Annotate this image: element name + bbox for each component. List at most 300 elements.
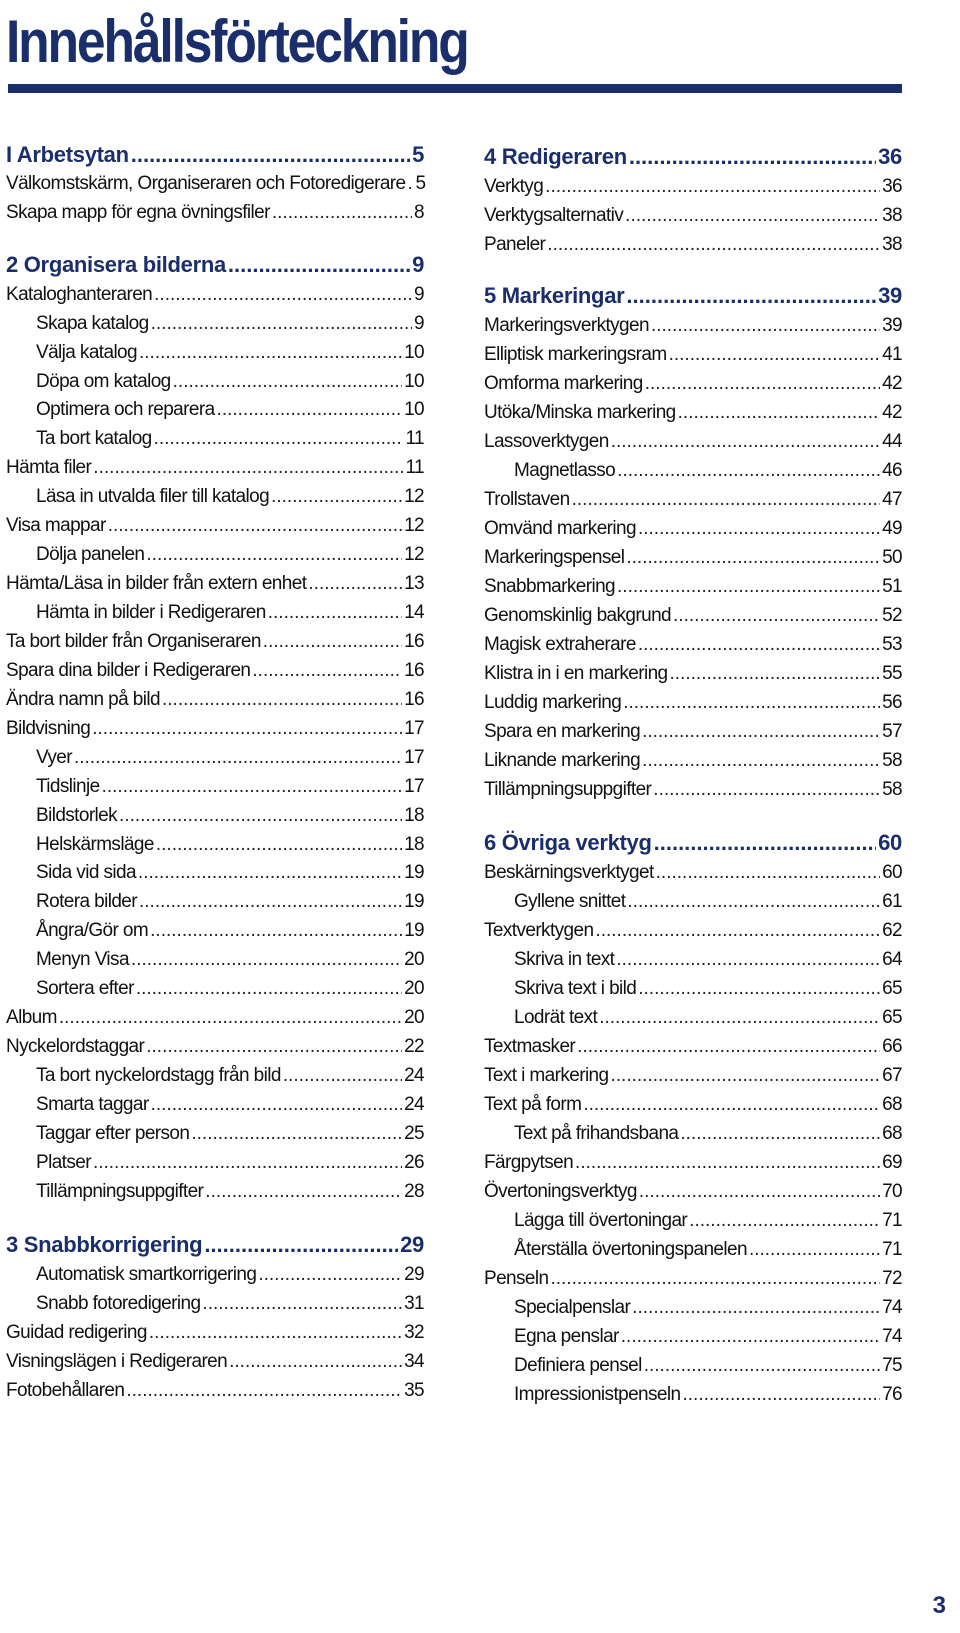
toc-entry-tidslinje [6,775,424,799]
toc-entry-label: Markeringspensel [484,547,625,568]
toc-entry-skapa-katalog [6,312,424,336]
toc-entry-label: Hämta in bilder i Redigeraren [36,602,266,623]
toc-page-number: 16 [404,660,424,681]
dot-leader [632,1296,880,1320]
toc-entry-ta-bort-katalog [6,427,424,451]
toc-entry-label: Ta bort bilder från Organiseraren [6,631,261,652]
toc-entry-gyllene-snittet [484,890,902,914]
toc-page-number: 29 [400,1232,424,1257]
dot-leader [749,1238,880,1262]
toc-page-number: 39 [882,315,902,336]
dot-leader [689,1209,880,1233]
toc-entry-bildvisning [6,717,424,741]
toc-page-number: 68 [882,1094,902,1115]
toc-entry-textmasker [484,1035,902,1059]
toc-entry-label: Ta bort katalog [36,428,152,449]
toc-entry-album [6,1006,424,1030]
toc-entry-lodrat-text [484,1006,902,1030]
toc-page-number: 64 [882,949,902,970]
toc-entry-beskarningsverktyget [484,861,902,885]
toc-page-number: 11 [405,428,424,449]
toc-entry-label: Övertoningsverktyg [484,1181,637,1202]
toc-entry-menyn-visa [6,948,424,972]
page-title: Innehållsförteckning [6,8,468,75]
toc-page-number: 28 [404,1181,424,1202]
toc-entry-label: 6 Övriga verktyg [484,830,652,855]
toc-page-number: 75 [882,1355,902,1376]
toc-entry-markeringspensel [484,546,902,570]
toc-page-number: 16 [404,689,424,710]
dot-leader [308,572,402,596]
dot-leader [131,948,402,972]
toc-entry-label: Skapa mapp för egna övningsfiler [6,202,270,223]
toc-entry-label: 2 Organisera bilderna [6,252,226,277]
toc-entry-visa-mappar [6,514,424,538]
toc-entry-snabbmarkering [484,575,902,599]
dot-leader [627,890,880,914]
toc-page-number: 36 [878,144,902,169]
toc-page-number: 19 [404,920,424,941]
dot-leader [59,1006,402,1030]
toc-entry-label: Ändra namn på bild [6,689,160,710]
toc-entry-label: Återställa övertoningspanelen [514,1239,747,1260]
toc-page-number: 8 [414,202,424,223]
toc-entry-label: Guidad redigering [6,1322,147,1343]
toc-entry-label: Utöka/Minska markering [484,402,676,423]
toc-entry-definiera-pensel [484,1354,902,1378]
toc-page-number: 25 [404,1123,424,1144]
dot-leader [670,662,881,686]
toc-entry-label: Magnetlasso [514,460,616,481]
toc-entry-omforma-markering [484,372,902,396]
toc-page-number: 5 [412,142,424,167]
toc-page-number: 47 [882,489,902,510]
dot-leader [139,890,402,914]
toc-page-number: 71 [882,1210,902,1231]
dot-leader [669,343,880,367]
dot-leader [268,601,402,625]
dot-leader [151,312,412,336]
toc-page-number: 55 [882,663,902,684]
toc-entry-label: Trollstaven [484,489,570,510]
toc-entry-overtoningsverktyg [484,1180,902,1204]
toc-entry-spara-dina-bilder-i-redigeraren [6,659,424,683]
toc-entry-ta-bort-nyckelordstagg-fran-bild [6,1064,424,1088]
dot-leader [258,1263,402,1287]
toc-entry-label: Skriva in text [514,949,615,970]
toc-entry-label: Skapa katalog [36,313,149,334]
toc-entry-sida-vid-sida [6,861,424,885]
dot-leader [611,1064,881,1088]
toc-page-number: 35 [404,1380,424,1401]
toc-entry-label: Album [6,1007,57,1028]
dot-leader [623,691,880,715]
toc-page-number: 9 [414,284,424,305]
dot-leader [407,172,413,196]
dot-leader [621,1325,880,1349]
toc-entry-valkomstskarm-organiseraren-och-fotoredigerare [6,172,424,196]
toc-entry-label: Tillämpningsuppgifter [36,1181,204,1202]
toc-entry-sortera-efter [6,977,424,1001]
toc-page-number: 20 [404,949,424,970]
toc-entry-label: Helskärmsläge [36,834,154,855]
toc-page-number: 68 [882,1123,902,1144]
toc-page-number: 9 [414,313,424,334]
toc-entry-liknande-markering [484,749,902,773]
toc-page-number: 20 [404,978,424,999]
toc-page-number: 36 [882,176,902,197]
toc-entry-penseln [484,1267,902,1291]
toc-entry-label: Dölja panelen [36,544,145,565]
toc-page-number: 61 [882,891,902,912]
toc-entry-label: Paneler [484,234,546,255]
toc-entry-label: Automatisk smartkorrigering [36,1264,257,1285]
toc-entry-label: Välja katalog [36,342,137,363]
toc-entry-aterstalla-overtoningspanelen [484,1238,902,1262]
toc-entry-platser [6,1151,424,1175]
toc-entry-label: 5 Markeringar [484,283,625,308]
dot-leader [617,575,880,599]
toc-entry-specialpenslar [484,1296,902,1320]
dot-leader [271,485,402,509]
toc-entry-lasa-in-utvalda-filer-till-katalog [6,485,424,509]
toc-page-number: 76 [882,1384,902,1405]
toc-entry-verktygsalternativ [484,204,902,228]
toc-entry-text-pa-form [484,1093,902,1117]
dot-leader [547,233,880,257]
toc-entry-nyckelordstaggar [6,1035,424,1059]
toc-page-number: 72 [882,1268,902,1289]
toc-chapter-4-redigeraren [484,143,902,171]
toc-entry-paneler [484,233,902,257]
toc-entry-automatisk-smartkorrigering [6,1263,424,1287]
toc-entry-label: Luddig markering [484,692,622,713]
toc-page-number: 65 [882,978,902,999]
dot-leader [146,1035,402,1059]
toc-entry-guidad-redigering [6,1321,424,1345]
toc-entry-ta-bort-bilder-fran-organiseraren [6,630,424,654]
toc-entry-label: Textmasker [484,1036,576,1057]
dot-leader [638,517,880,541]
dot-leader [252,659,402,683]
dot-leader [656,861,880,885]
title-rule [8,84,902,93]
toc-page-number: 17 [404,718,424,739]
toc-entry-label: Ta bort nyckelordstagg från bild [36,1065,281,1086]
toc-page-number: 31 [404,1293,424,1314]
toc-page-number: 58 [882,750,902,771]
toc-page-number: 56 [882,692,902,713]
toc-entry-label: Vyer [36,747,72,768]
dot-leader [545,175,880,199]
toc-entry-label: Specialpenslar [514,1297,631,1318]
toc-entry-label: Kataloghanteraren [6,284,153,305]
toc-entry-label: Optimera och reparera [36,399,215,420]
toc-page-number: 12 [404,544,424,565]
toc-entry-label: Impressionistpenseln [514,1384,681,1405]
dot-leader [638,633,880,657]
toc-entry-skapa-mapp-for-egna-ovningsfiler [6,201,424,225]
toc-entry-verktyg [484,175,902,199]
toc-entry-label: Sortera efter [36,978,134,999]
toc-page-number: 9 [412,252,424,277]
dot-leader [651,314,880,338]
toc-entry-andra-namn-pa-bild [6,688,424,712]
toc-entry-rotera-bilder [6,890,424,914]
toc-entry-lagga-till-overtoningar [484,1209,902,1233]
toc-entry-label: Omvänd markering [484,518,636,539]
toc-page-number: 38 [882,205,902,226]
dot-leader [151,1093,402,1117]
toc-entry-label: 3 Snabbkorrigering [6,1232,203,1257]
toc-entry-label: Beskärningsverktyget [484,862,654,883]
dot-leader [678,401,880,425]
toc-entry-label: Platser [36,1152,91,1173]
toc-entry-hamta-lasa-in-bilder-fran-extern-enhet [6,572,424,596]
toc-entry-label: Sida vid sida [36,862,136,883]
toc-page-number: 58 [882,779,902,800]
toc-entry-label: Elliptisk markeringsram [484,344,667,365]
dot-leader [229,1350,402,1374]
dot-leader [680,1122,880,1146]
toc-entry-label: Visa mappar [6,515,106,536]
toc-page-number: 18 [404,834,424,855]
toc-page-number: 74 [882,1297,902,1318]
toc-entry-label: Snabb fotoredigering [36,1293,201,1314]
toc-entry-label: Text på frihandsbana [514,1123,679,1144]
toc-entry-label: Nyckelordstaggar [6,1036,145,1057]
toc-page-number: 12 [404,515,424,536]
toc-entry-snabb-fotoredigering [6,1292,424,1316]
dot-leader [150,919,402,943]
dot-leader [642,720,880,744]
dot-leader [575,1151,880,1175]
toc-entry-skriva-in-text [484,948,902,972]
dot-leader [599,1006,880,1030]
toc-page-number: 67 [882,1065,902,1086]
toc-page-number: 10 [404,399,424,420]
toc-page-number: 34 [404,1351,424,1372]
dot-leader [653,778,880,802]
toc-page-number: 44 [882,431,902,452]
dot-leader [577,1035,880,1059]
dot-leader [626,282,876,310]
dot-leader [204,1231,398,1259]
toc-entry-luddig-markering [484,691,902,715]
dot-leader [272,201,412,225]
dot-leader [645,372,880,396]
toc-entry-label: Magisk extraherare [484,634,636,655]
toc-entry-label: I Arbetsytan [6,142,129,167]
toc-page-number: 26 [404,1152,424,1173]
dot-leader [126,1379,402,1403]
dot-leader [205,1180,402,1204]
toc-page-number: 19 [404,891,424,912]
dot-leader [583,1093,880,1117]
toc-entry-text-i-markering [484,1064,902,1088]
toc-entry-label: Gyllene snittet [514,891,626,912]
toc-entry-label: Läsa in utvalda filer till katalog [36,486,270,507]
toc-page-number: 19 [404,862,424,883]
dot-leader [611,430,880,454]
toc-page-number: 52 [882,605,902,626]
toc-page-number: 70 [882,1181,902,1202]
toc-page-number: 12 [404,486,424,507]
toc-entry-fargpytsen [484,1151,902,1175]
toc-entry-textverktygen [484,919,902,943]
toc-entry-label: Hämta filer [6,457,92,478]
dot-leader [228,251,410,279]
toc-entry-label: Snabbmarkering [484,576,616,597]
toc-entry-label: Tidslinje [36,776,100,797]
dot-leader [139,341,402,365]
dot-leader [191,1122,402,1146]
toc-entry-spara-en-markering [484,720,902,744]
dot-leader [93,456,403,480]
toc-chapter-6-ovriga-verktyg [484,829,902,857]
toc-entry-lassoverktygen [484,430,902,454]
toc-page-number: 65 [882,1007,902,1028]
dot-leader [572,488,880,512]
toc-page-number: 22 [404,1036,424,1057]
toc-entry-label: Bildstorlek [36,805,118,826]
toc-entry-label: Färgpytsen [484,1152,574,1173]
dot-leader [136,977,402,1001]
toc-page-number: 10 [404,342,424,363]
dot-leader [162,688,402,712]
toc-page-number: 38 [882,234,902,255]
toc-page-number: 41 [882,344,902,365]
toc-entry-label: Smarta taggar [36,1094,149,1115]
toc-entry-label: Verktygsalternativ [484,205,624,226]
toc-page-number: 74 [882,1326,902,1347]
toc-entry-kataloghanteraren [6,283,424,307]
toc-entry-smarta-taggar [6,1093,424,1117]
toc-entry-valja-katalog [6,341,424,365]
toc-entry-magisk-extraherare [484,633,902,657]
toc-entry-dopa-om-katalog [6,370,424,394]
toc-entry-label: Omforma markering [484,373,643,394]
toc-entry-label: Välkomstskärm, Organiseraren och Fotoredigerare [6,173,406,194]
toc-entry-label: Lodrät text [514,1007,598,1028]
dot-leader [625,204,880,228]
toc-page-number: 18 [404,805,424,826]
toc-chapter-2-organisera-bilderna [6,251,424,279]
toc-entry-tillampningsuppgifter [6,1180,424,1204]
toc-chapter-5-markeringar [484,282,902,310]
toc-entry-genomskinlig-bakgrund [484,604,902,628]
toc-entry-helskarmslage [6,833,424,857]
dot-leader [119,804,402,828]
dot-leader [263,630,402,654]
toc-entry-label: Klistra in i en markering [484,663,668,684]
toc-page-number: 39 [878,283,902,308]
toc-page-number: 14 [404,602,424,623]
toc-entry-impressionistpenseln [484,1383,902,1407]
toc-entry-label: Menyn Visa [36,949,129,970]
dot-leader [673,604,880,628]
toc-page-number: 29 [404,1264,424,1285]
dot-leader [629,143,876,171]
toc-entry-label: Lägga till övertoningar [514,1210,688,1231]
toc-entry-label: Döpa om katalog [36,371,171,392]
dot-leader [626,546,880,570]
toc-page-number: 16 [404,631,424,652]
toc-page-number: 32 [404,1322,424,1343]
dot-leader [149,1321,402,1345]
dot-leader [682,1383,880,1407]
toc-entry-magnetlasso [484,459,902,483]
dot-leader [138,861,402,885]
dot-leader [74,746,402,770]
toc-entry-tillampningsuppgifter [484,778,902,802]
toc-entry-egna-penslar [484,1325,902,1349]
toc-page-number: 50 [882,547,902,568]
toc-entry-label: 4 Redigeraren [484,144,627,169]
toc-page-number: 17 [404,776,424,797]
toc-page-number: 10 [404,371,424,392]
toc-page-number: 11 [405,457,424,478]
toc-entry-label: Text på form [484,1094,582,1115]
dot-leader [154,283,412,307]
dot-leader [131,141,410,169]
toc-entry-hamta-in-bilder-i-redigeraren [6,601,424,625]
dot-leader [173,370,402,394]
dot-leader [102,775,402,799]
dot-leader [202,1292,402,1316]
dot-leader [595,919,880,943]
toc-entry-label: Penseln [484,1268,549,1289]
toc-entry-label: Genomskinlig bakgrund [484,605,672,626]
toc-page-number: 66 [882,1036,902,1057]
dot-leader [156,833,402,857]
dot-leader [616,948,880,972]
dot-leader [638,977,880,1001]
toc-entry-label: Spara en markering [484,721,641,742]
dot-leader [654,829,877,857]
toc-entry-label: Hämta/Läsa in bilder från extern enhet [6,573,307,594]
toc-page-number: 42 [882,373,902,394]
toc-entry-hamta-filer [6,456,424,480]
toc-entry-label: Tillämpningsuppgifter [484,779,652,800]
dot-leader [550,1267,880,1291]
toc-chapter-3-snabbkorrigering [6,1231,424,1259]
toc-page-number: 57 [882,721,902,742]
toc-entry-label: Rotera bilder [36,891,137,912]
toc-entry-label: Spara dina bilder i Redigeraren [6,660,251,681]
toc-entry-klistra-in-i-en-markering [484,662,902,686]
toc-entry-trollstaven [484,488,902,512]
toc-page-number: 69 [882,1152,902,1173]
toc-page-number: 13 [404,573,424,594]
toc-page-number: 60 [878,830,902,855]
toc-entry-label: Liknande markering [484,750,641,771]
toc-entry-dolja-panelen [6,543,424,567]
dot-leader [642,749,880,773]
toc-entry-label: Textverktygen [484,920,594,941]
dot-leader [283,1064,402,1088]
toc-entry-label: Visningslägen i Redigeraren [6,1351,228,1372]
dot-leader [108,514,402,538]
dot-leader [639,1180,880,1204]
toc-entry-label: Skriva text i bild [514,978,637,999]
toc-page-number: 24 [404,1094,424,1115]
toc-entry-label: Taggar efter person [36,1123,190,1144]
toc-entry-vyer [6,746,424,770]
toc-page-number: 17 [404,747,424,768]
toc-entry-label: Fotobehållaren [6,1380,125,1401]
toc-entry-utoka-minska-markering [484,401,902,425]
